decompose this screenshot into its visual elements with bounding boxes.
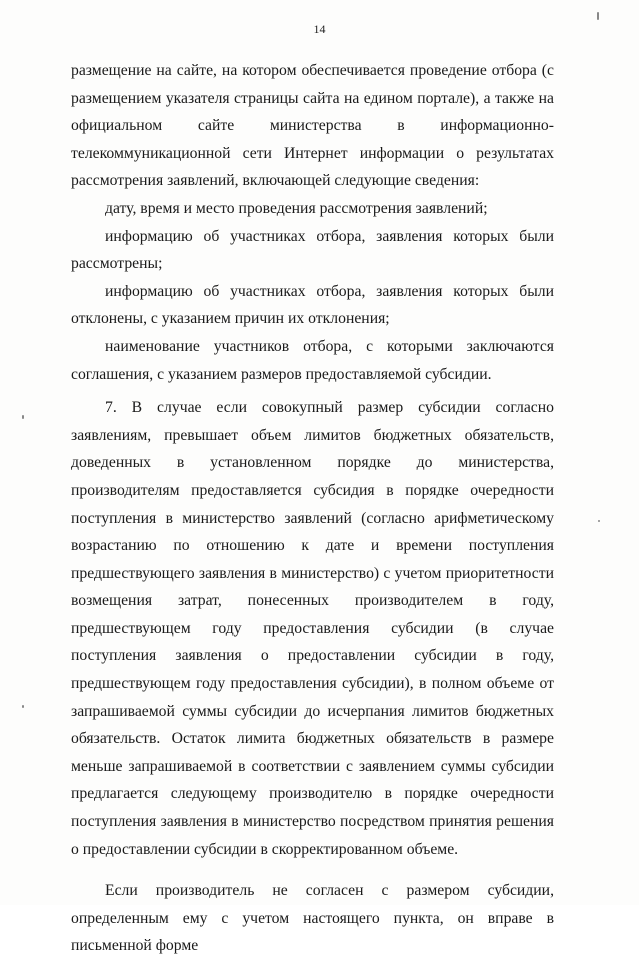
document-body: [71, 57, 554, 960]
paragraph-publication: размещение на сайте, на котором обеспечивается проведение отбора (с размещением указателя страницы сайта на едином портале), а также на официальном сайте министерства в информационно-телекоммуникационной сети Интернет информации о результатах рассмотрения заявлений, включающей следующие сведения:: [71, 62, 554, 190]
paragraph-disagreement: Если производитель не согласен с размером субсидии, определенным ему с учетом настоящего пункта, он вправе в письменной форме: [71, 882, 554, 955]
paragraph-list-item-rejected: информацию об участниках отбора, заявления которых были отклонены, с указанием причин их отклонения;: [71, 282, 554, 328]
paragraph-list-item-agreements: наименование участников отбора, с которыми заключаются соглашения, с указанием размеров предоставляемой субсидии.: [71, 337, 554, 383]
scan-speck: [598, 520, 600, 522]
scan-speck: [22, 415, 24, 419]
paragraph-list-item-date: дату, время и место проведения рассмотрения заявлений;: [105, 199, 488, 217]
paragraph-list-item-considered: информацию об участниках отбора, заявления которых были рассмотрены;: [71, 227, 554, 273]
page-number: 14: [313, 22, 326, 36]
paragraph-item-7: 7. В случае если совокупный размер субсидии согласно заявлениям, превышает объем лимитов бюджетных обязательств, доведенных в установленном порядке до министерства, производителям предоставляется субсидия в порядке очередности поступления в министерство заявлений (согласно арифметическому возрастанию по отношению к дате и времени поступления предшествующего заявления в министерство) с учетом приоритетности возмещения затрат, понесенных производителем в году, предшествующем году предоставления субсидии (в случае поступления заявления о предоставлении субсидии в году, предшествующем году предоставления субсидии), в полном объеме от запрашиваемой суммы субсидии до исчерпания лимитов бюджетных обязательств. Остаток лимита бюджетных обязательств в размере меньше запрашиваемой в соответствии с заявлением суммы субсидии предлагается следующему производителю в порядке очередности поступления заявления в министерство посредством принятия решения о предоставлении субсидии в скорректированном объеме.: [71, 399, 554, 858]
scan-speck: [22, 705, 24, 708]
scan-speck: [597, 12, 599, 20]
